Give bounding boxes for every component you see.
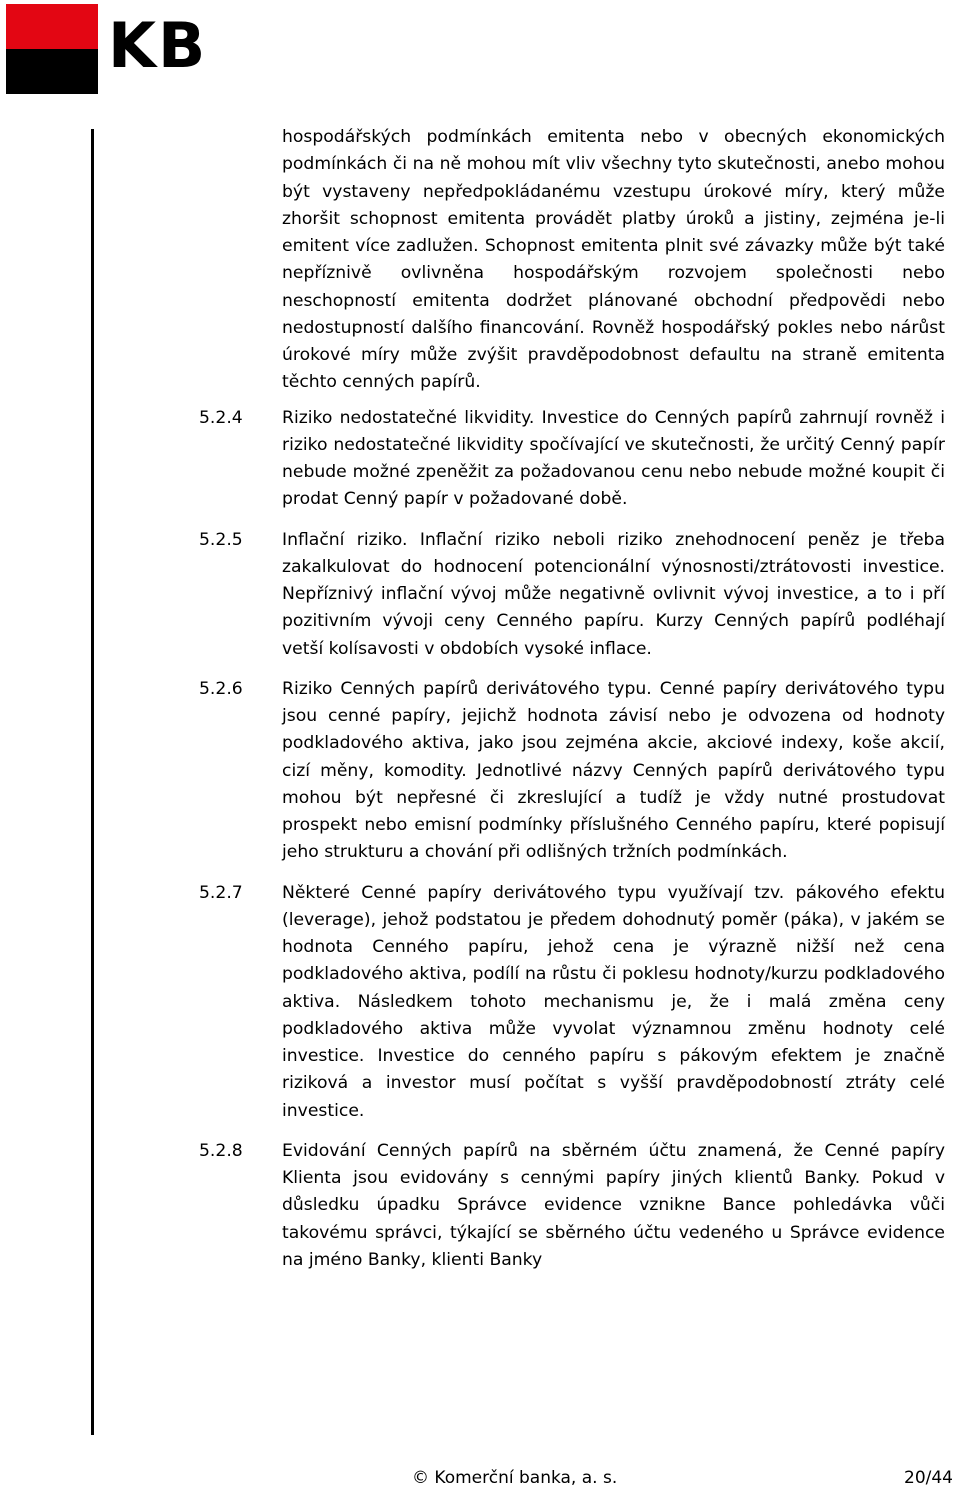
paragraph-continued (199, 124, 945, 397)
section-5-2-7 (199, 880, 945, 1125)
logo-black-block (6, 49, 98, 94)
paragraph-text: Riziko nedostatečné likvidity. Investice do Cenných papírů zahrnují rovněž i riziko nedostatečné likvidity spočívající ve skutečnosti, že určitý Cenný papír nebude možné zpeněžit za požadovanou cenu nebo nebude možné koupit či prodat Cenný papír v požadované době. (282, 407, 945, 510)
logo-text: KB (108, 9, 208, 82)
section-5-2-6 (199, 676, 945, 867)
section-5-2-8 (199, 1138, 945, 1274)
paragraph-text: Některé Cenné papíry derivátového typu využívají tzv. pákového efektu (leverage), jehož podstatou je předem dohodnutý poměr (páka), v jakém se hodnota Cenného papíru, jehož cena je výrazně nižší než cena podkladového aktiva, podílí na růstu či poklesu hodnoty/kurzu podkladového aktiva. Následkem tohoto mechanismu je, že i malá změna ceny podkladového aktiva může vyvolat významnou změnu hodnoty celé investice. Investice do cenného papíru s pákovým efektem je značně riziková a investor musí počítat s vyšší pravděpodobností ztráty celé investice. (282, 882, 945, 1121)
logo-red-block (6, 4, 98, 49)
section-number: 5.2.8 (199, 1140, 243, 1161)
page-number: 20/44 (904, 1468, 953, 1488)
paragraph-text: Riziko Cenných papírů derivátového typu. Cenné papíry derivátového typu jsou cenné papíry, jejichž hodnota závisí nebo je odvozena od hodnoty podkladového aktiva, jako jsou zejména akcie, akciové indexy, koše akcií, cizí měny, komodity. Jednotlivé názvy Cenných papírů derivátového typu mohou být nepřesné či zkreslující a tudíž je vždy nutné prostudovat prospekt nebo emisní podmínky příslušného Cenného papíru, které popisují jeho strukturu a chování při odlišných tržních podmínkách. (282, 678, 945, 863)
paragraph-text: Inflační riziko. Inflační riziko neboli riziko znehodnocení peněz je třeba zakalkulovat do hodnocení potencionální výnosnosti/ztrátovosti investice. Nepříznivý inflační vývoj může negativně ovlivnit vývoj investice, a to i pří pozitivním vývoji ceny Cenného papíru. Kurzy Cenných papírů podléhají vetší kolísavosti v obdobích vysoké inflace. (282, 529, 945, 659)
paragraph-text: hospodářských podmínkách emitenta nebo v obecných ekonomických podmínkách či na ně mohou mít vliv všechny tyto skutečnosti, anebo mohou být vystaveny nepředpokládanému vzestupu úrokové míry, který může zhoršit schopnost emitenta provádět platby úroků a jistiny, zejména je-li emitent více zadlužen. Schopnost emitenta plnit své závazky může být také nepříznivě ovlivněna hospodářským rozvojem společnosti nebo neschopností emitenta dodržet plánované obchodní předpovědi nebo nedostupností dalšího financování. Rovněž hospodářský pokles nebo nárůst úrokové míry může zvýšit pravděpodobnost defaultu na straně emitenta těchto cenných papírů. (282, 127, 945, 393)
paragraph-text: Evidování Cenných papírů na sběrném účtu znamená, že Cenné papíry Klienta jsou evidovány s cennými papíry jiných klientů Banky. Pokud v důsledku úpadku Správce evidence vznikne Bance pohledávka vůči takovému správci, týkající se sběrného účtu vedeného u Správce evidence na jméno Banky, klienti Banky (282, 1140, 945, 1270)
section-number: 5.2.7 (199, 882, 243, 903)
section-5-2-5 (199, 527, 945, 663)
section-number: 5.2.6 (199, 678, 243, 699)
kb-logo (6, 4, 266, 94)
margin-rule (91, 129, 94, 1435)
section-number: 5.2.5 (199, 529, 243, 550)
section-number: 5.2.4 (199, 407, 243, 428)
footer-copyright: © Komerční banka, a. s. (412, 1468, 618, 1488)
document-body (199, 124, 945, 1287)
section-5-2-4 (199, 405, 945, 514)
